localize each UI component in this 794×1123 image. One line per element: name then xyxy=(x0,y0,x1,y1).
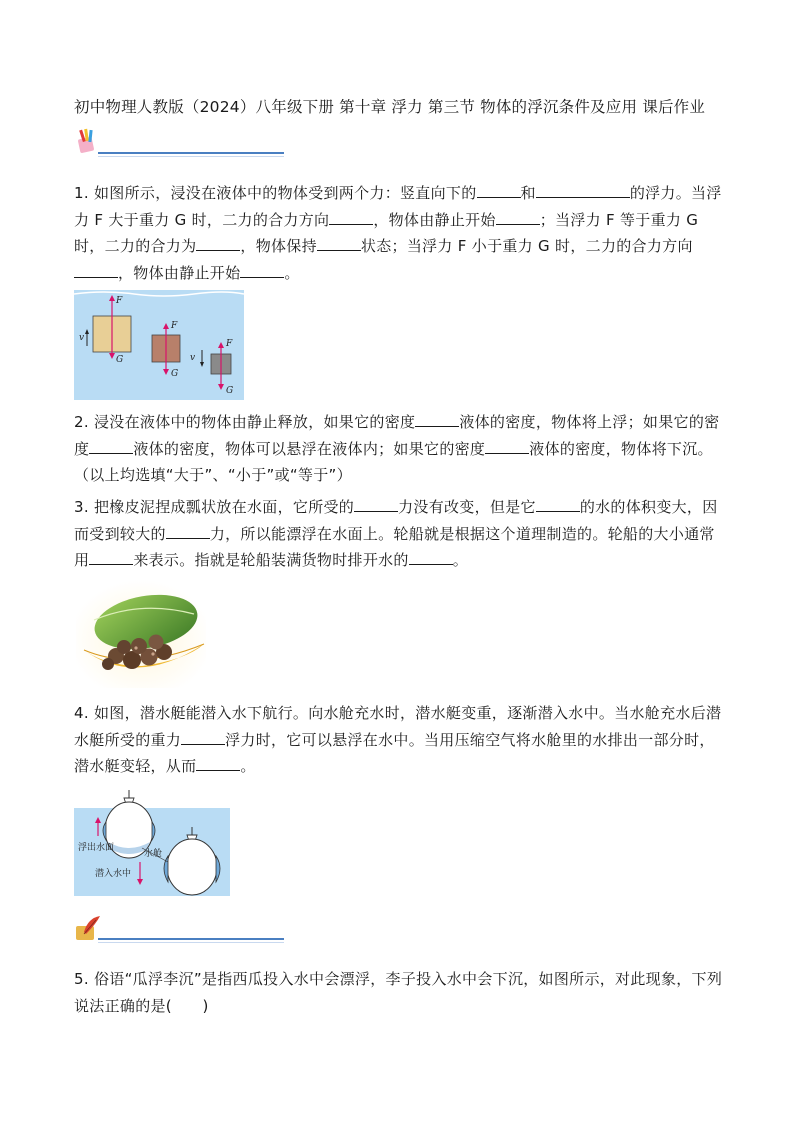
answer-blank[interactable] xyxy=(415,410,459,427)
svg-text:F: F xyxy=(171,321,178,331)
answer-blank[interactable] xyxy=(409,548,453,565)
answer-blank[interactable] xyxy=(317,234,361,251)
answer-blank[interactable] xyxy=(166,522,210,539)
pencils-icon xyxy=(76,128,102,154)
svg-text:v: v xyxy=(190,353,196,363)
question-4: 4. 如图，潜水艇能潜入水下航行。向水舱充水时，潜水艇变重，逐渐潜入水中。当水舱充水后潜水艇所受的重力 浮力时，它可以悬浮在水中。当用压缩空气将水舱里的水排出一部分时，潜水艇变轻，从而 。 xyxy=(74,704,722,775)
question-5: 5. 俗语“瓜浮李沉”是指西瓜投入水中会漂浮，李子投入水中会下沉，如图所示，对此现象，下列说法正确的是( ) xyxy=(74,970,723,1015)
answer-blank[interactable] xyxy=(74,261,118,278)
question-1: 1. 如图所示，浸没在液体中的物体受到两个力：竖直向下的 和 的浮力。当浮力 F 大于重力 G 时，二力的合力方向 ，物体由静止开始 ；当浮力 F 等于重力 G 时，二力的合力为 ，物体保持 状态；当浮力 F 小于重力 G 时，二力的合力方向，物体由静止开始 。 xyxy=(74,180,724,286)
question-3: 3. 把橡皮泥捏成瓢状放在水面，它所受的 力没有改变，但是它 的水的体积变大，因而受到较大的 力，所以能漂浮在水面上。轮船就是根据这个道理制造的。轮船的大小通常用 来表示。指就是轮船装满货物时排开水的 。 xyxy=(74,494,724,574)
answer-blank[interactable] xyxy=(536,495,580,512)
answer-blank[interactable] xyxy=(196,234,240,251)
section-divider xyxy=(74,128,284,158)
answer-blank[interactable] xyxy=(354,495,398,512)
buoyancy-forces-figure xyxy=(74,290,244,400)
svg-text:水舱: 水舱 xyxy=(144,849,163,859)
svg-text:潜入水中: 潜入水中 xyxy=(95,869,132,879)
answer-blank[interactable] xyxy=(181,728,225,745)
answer-blank[interactable] xyxy=(477,181,521,198)
svg-text:v: v xyxy=(79,333,85,343)
answer-blank[interactable] xyxy=(485,437,529,454)
svg-text:G: G xyxy=(226,386,234,396)
svg-text:G: G xyxy=(171,369,179,379)
answer-blank[interactable] xyxy=(240,261,284,278)
answer-blank[interactable] xyxy=(496,208,540,225)
question-2: 2. 浸没在液体中的物体由静止释放，如果它的密度 液体的密度，物体将上浮；如果它的密度 液体的密度，物体可以悬浮在液体内；如果它的密度 液体的密度，物体将下沉。（以上均选填“大于”、“小于”或“等于”） xyxy=(74,409,724,489)
answer-blank[interactable] xyxy=(329,208,373,225)
answer-blank[interactable] xyxy=(89,437,133,454)
svg-text:G: G xyxy=(116,355,124,365)
answer-blank[interactable] xyxy=(196,754,240,771)
clay-boat-photo xyxy=(76,580,206,688)
svg-text:F: F xyxy=(116,296,123,306)
svg-text:浮出水面: 浮出水面 xyxy=(78,843,115,853)
svg-text:F: F xyxy=(226,339,233,349)
answer-blank[interactable] xyxy=(536,181,630,198)
submarine-figure xyxy=(74,790,230,896)
page-title: 初中物理人教版（2024）八年级下册 第十章 浮力 第三节 物体的浮沉条件及应用 课后作业 xyxy=(74,98,706,116)
answer-blank[interactable] xyxy=(89,548,133,565)
section-divider xyxy=(74,914,284,944)
